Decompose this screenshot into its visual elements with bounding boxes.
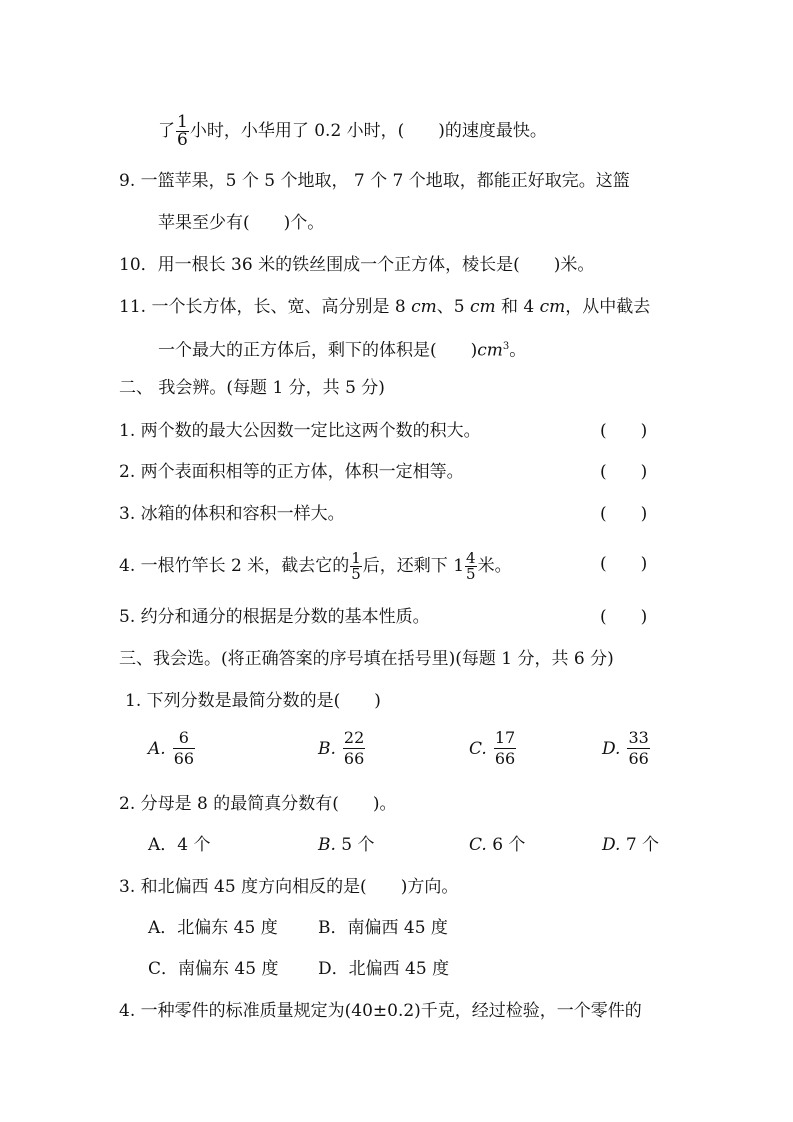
q11-text-b: 、5 — [436, 297, 470, 317]
answer-paren-1[interactable]: ( ) — [600, 421, 648, 441]
q9-line2: 苹果至少有( )个。 — [158, 213, 325, 233]
item4-post: 米。 — [477, 556, 512, 576]
fraction-four-fifths — [465, 551, 477, 582]
option-fraction — [343, 730, 365, 767]
unit-cm: cm — [477, 340, 503, 361]
option-fraction — [627, 730, 649, 767]
q8-continuation — [158, 114, 547, 149]
q11-text-a: 11. 一个长方体，长、宽、高分别是 8 — [119, 297, 412, 317]
item4-pre: 4. 一根竹竿长 2 米，截去它的 — [119, 556, 350, 576]
item4-mid: 后，还剩下 1 — [362, 556, 465, 576]
choice-q3-option-b[interactable]: B．南偏西 45 度 — [318, 918, 448, 938]
q8-post: 小时，小华用了 0.2 小时，( )的速度最快。 — [189, 121, 547, 141]
frac-num: 17 — [494, 728, 516, 747]
choice-q4-stem: 4. 一种零件的标准质量规定为(40±0.2)千克，经过检验，一个零件的 — [119, 1001, 642, 1021]
frac-den: 6 — [177, 130, 188, 150]
choice-q2-option-b[interactable] — [318, 834, 375, 856]
option-letter: D. — [602, 835, 621, 855]
frac-den: 66 — [628, 749, 649, 768]
section3-heading: 三、我会选。(将正确答案的序号填在括号里)(每题 1 分，共 6 分) — [119, 649, 614, 669]
q11-line1 — [119, 296, 650, 318]
choice-q2-stem: 2. 分母是 8 的最简真分数有( )。 — [119, 794, 397, 814]
option-fraction — [494, 730, 516, 767]
choice-q1-option-b[interactable] — [318, 730, 366, 767]
frac-num: 1 — [177, 112, 188, 132]
fraction-one-sixth — [176, 114, 189, 149]
answer-paren-5[interactable]: ( ) — [600, 607, 648, 627]
choice-q1-option-d[interactable] — [602, 730, 651, 767]
frac-num: 4 — [466, 549, 476, 567]
option-letter: A — [148, 835, 161, 855]
option-letter: C. — [469, 738, 487, 759]
frac-num: 33 — [628, 728, 649, 747]
frac-den: 66 — [494, 749, 516, 768]
choice-q1-stem: 1. 下列分数是最简分数的是( ) — [125, 691, 381, 711]
judge-item-3: 3. 冰箱的体积和容积一样大。 — [119, 504, 345, 524]
frac-den: 66 — [173, 749, 195, 768]
unit-cm: cm — [539, 297, 566, 317]
q11-line2 — [158, 336, 526, 362]
choice-q1-option-a[interactable] — [148, 730, 196, 767]
choice-q1-option-c[interactable] — [469, 730, 517, 767]
option-text: 5 个 — [335, 835, 375, 855]
choice-q2-option-a[interactable] — [148, 834, 211, 856]
q11-text-d: ，从中截去 — [565, 297, 651, 317]
section2-heading: 二、 我会辨。(每题 1 分，共 5 分) — [119, 378, 385, 398]
option-letter: B. — [318, 835, 336, 855]
q11-text-c: 和 4 — [495, 297, 540, 317]
frac-den: 5 — [351, 565, 361, 583]
option-letter: D. — [602, 738, 621, 759]
choice-q3-option-d[interactable]: D．北偏西 45 度 — [318, 959, 450, 979]
unit-cm: cm — [469, 297, 496, 317]
judge-item-2: 2. 两个表面积相等的正方体，体积一定相等。 — [119, 462, 464, 482]
answer-paren-4[interactable]: ( ) — [600, 554, 648, 574]
choice-q2-option-c[interactable] — [469, 834, 525, 856]
choice-q3-option-c[interactable]: C．南偏东 45 度 — [148, 959, 279, 979]
option-text: 6 个 — [486, 835, 526, 855]
frac-num: 1 — [351, 549, 361, 567]
choice-q3-option-a[interactable]: A．北偏东 45 度 — [148, 918, 278, 938]
option-text: ．4 个 — [160, 835, 211, 855]
answer-paren-3[interactable]: ( ) — [600, 504, 648, 524]
choice-q2-option-d[interactable] — [602, 834, 659, 856]
option-letter: B. — [318, 738, 336, 759]
q9-line1: 9. 一篮苹果，5 个 5 个地取， 7 个 7 个地取，都能正好取完。这篮 — [119, 171, 630, 191]
frac-den: 66 — [343, 749, 365, 768]
q10: 10．用一根长 36 米的铁丝围成一个正方体，棱长是( )米。 — [119, 255, 595, 275]
judge-item-5: 5. 约分和通分的根据是分数的基本性质。 — [119, 607, 430, 627]
q8-pre: 了 — [158, 121, 175, 141]
superscript-3: 3 — [502, 341, 510, 352]
option-fraction — [173, 730, 195, 767]
choice-q3-stem: 3. 和北偏西 45 度方向相反的是( )方向。 — [119, 877, 459, 897]
q11-text-e: 一个最大的正方体后，剩下的体积是( ) — [158, 340, 478, 361]
option-letter: A. — [148, 738, 166, 759]
frac-num: 22 — [343, 728, 365, 747]
q11-text-end: 。 — [509, 340, 527, 361]
fraction-one-fifth — [350, 551, 362, 582]
judge-item-4 — [119, 551, 512, 582]
unit-cm: cm — [411, 297, 437, 317]
frac-den: 5 — [466, 565, 476, 583]
frac-num: 6 — [178, 728, 189, 747]
judge-item-1: 1. 两个数的最大公因数一定比这两个数的积大。 — [119, 421, 481, 441]
option-text: 7 个 — [620, 835, 660, 855]
option-letter: C. — [469, 835, 487, 855]
answer-paren-2[interactable]: ( ) — [600, 462, 648, 482]
